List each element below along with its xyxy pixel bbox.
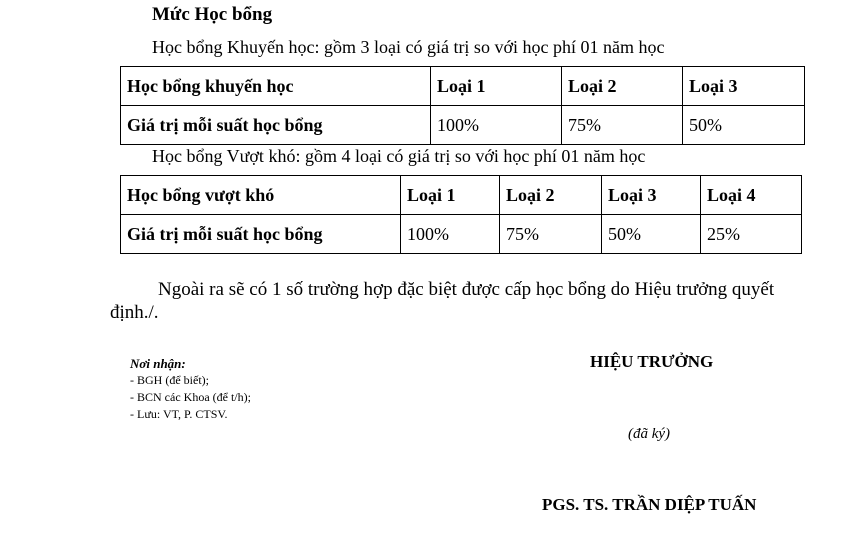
recipients-block: [130, 355, 251, 423]
encouragement-intro: Học bổng Khuyến học: gồm 3 loại có giá trị so với học phí 01 năm học: [152, 37, 665, 57]
note-paragraph: Ngoài ra sẽ có 1 số trường hợp đặc biệt được cấp học bổng do Hiệu trưởng quyết định./.: [110, 279, 775, 323]
value-cell: 100%: [431, 106, 562, 145]
section-heading: Mức Học bổng: [152, 4, 273, 25]
signer-name: PGS. TS. TRẦN DIỆP TUẤN: [542, 495, 757, 514]
header-cell: Học bổng vượt khó: [121, 176, 401, 215]
value-cell: 50%: [683, 106, 805, 145]
value-cell: 100%: [401, 215, 500, 254]
value-cell: 25%: [701, 215, 802, 254]
hardship-intro: Học bổng Vượt khó: gồm 4 loại có giá trị so với học phí 01 năm học: [152, 146, 646, 166]
header-cell: Loại 1: [431, 67, 562, 106]
signed-mark: (đã ký): [628, 426, 671, 442]
value-cell: 50%: [602, 215, 701, 254]
table-header-row: [121, 67, 805, 106]
header-cell: Loại 1: [401, 176, 500, 215]
value-cell: 75%: [562, 106, 683, 145]
row-label: Giá trị mỗi suất học bổng: [121, 106, 431, 145]
table-row: [121, 215, 802, 254]
recipient-item: - BGH (để biết);: [130, 373, 209, 387]
header-cell: Loại 3: [683, 67, 805, 106]
hardship-table: [120, 175, 802, 254]
header-cell: Học bổng khuyến học: [121, 67, 431, 106]
recipient-item: - Lưu: VT, P. CTSV.: [130, 407, 228, 421]
header-cell: Loại 3: [602, 176, 701, 215]
header-cell: Loại 4: [701, 176, 802, 215]
signature-title: HIỆU TRƯỞNG: [590, 352, 714, 371]
header-cell: Loại 2: [562, 67, 683, 106]
recipient-item: - BCN các Khoa (để t/h);: [130, 390, 251, 404]
encouragement-table: [120, 66, 805, 145]
value-cell: 75%: [500, 215, 602, 254]
table-header-row: [121, 176, 802, 215]
header-cell: Loại 2: [500, 176, 602, 215]
table-row: [121, 106, 805, 145]
recipients-title: Nơi nhận:: [130, 356, 186, 371]
row-label: Giá trị mỗi suất học bổng: [121, 215, 401, 254]
